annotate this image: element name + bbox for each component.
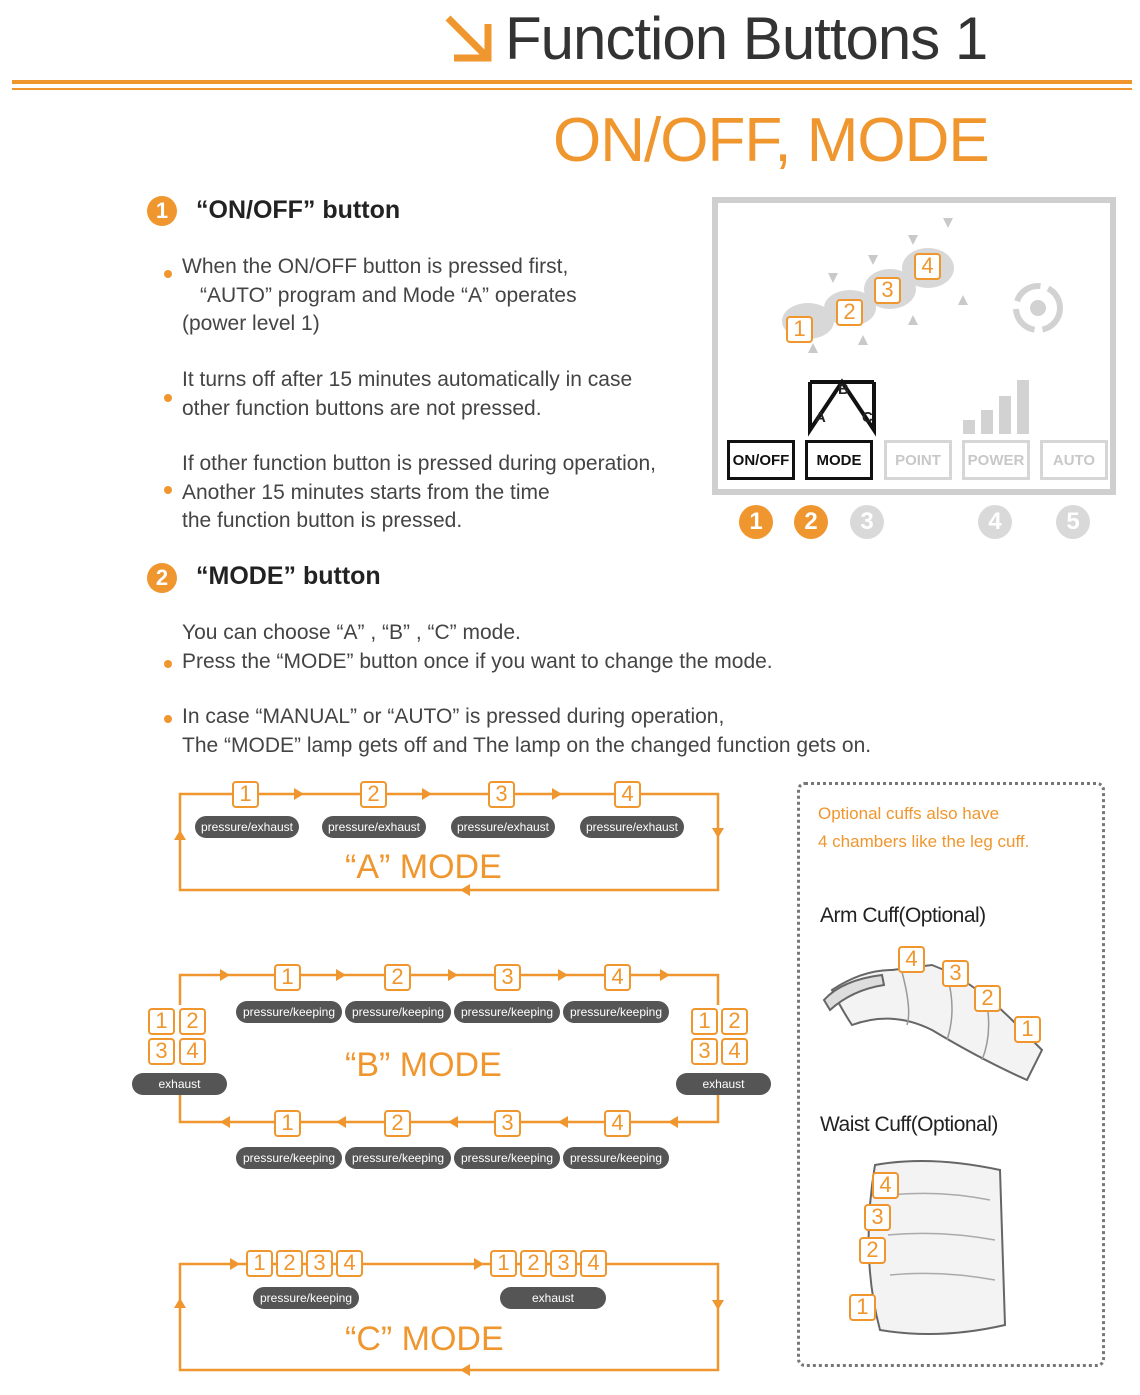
chamber-number: 1 — [849, 1294, 876, 1321]
step-number: 2 — [360, 781, 387, 808]
status-pill: pressure/exhaust — [322, 816, 426, 838]
step-number: 3 — [488, 781, 515, 808]
chamber-number: 3 — [874, 277, 901, 304]
section-number-1: 1 — [147, 196, 177, 226]
bullet — [164, 486, 172, 494]
status-pill: pressure/keeping — [345, 1001, 451, 1023]
panel-number-4: 4 — [978, 505, 1012, 539]
auto-button[interactable]: AUTO — [1040, 440, 1108, 480]
paragraph: It turns off after 15 minutes automatically in case other function buttons are not pressed. — [182, 368, 633, 420]
mode-c-label: “C” MODE — [345, 1320, 504, 1358]
chamber-number: 4 — [914, 253, 941, 280]
auto-rotate-icon — [1008, 278, 1068, 338]
step-number: 4 — [336, 1250, 363, 1277]
step-number: 4 — [614, 781, 641, 808]
step-number: 4 — [604, 964, 631, 991]
step-number: 3 — [494, 964, 521, 991]
chamber-number: 4 — [898, 946, 925, 973]
status-pill: pressure/exhaust — [580, 816, 684, 838]
status-pill: pressure/keeping — [236, 1001, 342, 1023]
step-number: 1 — [274, 1110, 301, 1137]
divider — [12, 88, 1132, 90]
status-pill: pressure/exhaust — [451, 816, 555, 838]
step-number: 1 — [246, 1250, 273, 1277]
panel-number-2: 2 — [794, 505, 828, 539]
step-number: 2 — [384, 964, 411, 991]
chamber-number: 4 — [872, 1172, 899, 1199]
step-number: 3 — [550, 1250, 577, 1277]
mode-a-label: “A” MODE — [345, 848, 502, 886]
power-button[interactable]: POWER — [962, 440, 1030, 480]
onoff-button[interactable]: ON/OFF — [727, 440, 795, 480]
step-number: 3 — [494, 1110, 521, 1137]
step-number: 2 — [276, 1250, 303, 1277]
section-heading-mode: “MODE” button — [196, 562, 381, 590]
mode-letter: C — [862, 409, 873, 426]
panel-number-5: 5 — [1056, 505, 1090, 539]
step-number: 1 — [274, 964, 301, 991]
step-number: 4 — [604, 1110, 631, 1137]
chamber-number: 4 — [721, 1038, 748, 1065]
mode-b-label: “B” MODE — [345, 1046, 502, 1084]
control-panel — [712, 197, 1116, 495]
step-number: 1 — [232, 781, 259, 808]
point-button[interactable]: POINT — [884, 440, 952, 480]
paragraph: You can choose “A” , “B” , “C” mode. Press the “MODE” button once if you want to change the mode. — [182, 621, 773, 673]
chamber-number: 2 — [179, 1008, 206, 1035]
bullet — [164, 270, 172, 278]
chamber-number: 3 — [864, 1204, 891, 1231]
status-pill: pressure/exhaust — [195, 816, 299, 838]
chamber-number: 4 — [179, 1038, 206, 1065]
chamber-number: 1 — [786, 316, 813, 343]
chamber-number: 1 — [148, 1008, 175, 1035]
step-number: 1 — [490, 1250, 517, 1277]
power-level-icon — [961, 378, 1033, 434]
page-subtitle: ON/OFF, MODE — [553, 106, 989, 175]
arrow-down-right-icon — [440, 10, 500, 70]
exhaust-pill: exhaust — [132, 1073, 227, 1095]
chamber-number: 2 — [974, 985, 1001, 1012]
chamber-number: 3 — [148, 1038, 175, 1065]
status-pill: pressure/keeping — [563, 1001, 669, 1023]
chamber-number: 1 — [1014, 1016, 1041, 1043]
chamber-number: 3 — [942, 960, 969, 987]
chamber-number: 1 — [691, 1008, 718, 1035]
step-number: 3 — [306, 1250, 333, 1277]
paragraph: In case “MANUAL” or “AUTO” is pressed during operation, The “MODE” lamp gets off and The lamp on the changed function gets on. — [182, 705, 872, 757]
status-pill: pressure/keeping — [454, 1001, 560, 1023]
paragraph: If other function button is pressed during operation, Another 15 minutes starts from the time the function button is pressed. — [182, 452, 656, 532]
step-number: 2 — [384, 1110, 411, 1137]
status-pill: pressure/keeping — [454, 1147, 560, 1169]
paragraph: When the ON/OFF button is pressed first, “AUTO” program and Mode “A” operates (power level 1) — [182, 255, 577, 335]
bullet — [164, 660, 172, 668]
exhaust-pill: exhaust — [500, 1287, 606, 1309]
divider — [12, 80, 1132, 84]
step-number: 2 — [520, 1250, 547, 1277]
mode-button[interactable]: MODE — [805, 440, 873, 480]
mode-letter: A — [815, 409, 826, 426]
step-number: 4 — [580, 1250, 607, 1277]
status-pill: pressure/keeping — [563, 1147, 669, 1169]
chamber-number: 2 — [859, 1237, 886, 1264]
mode-letter: B — [838, 381, 849, 398]
panel-number-3: 3 — [850, 505, 884, 539]
bullet — [164, 394, 172, 402]
section-heading-onoff: “ON/OFF” button — [196, 196, 401, 224]
chamber-number: 2 — [836, 299, 863, 326]
optional-note: Optional cuffs also have 4 chambers like the leg cuff. — [818, 804, 1030, 851]
panel-number-1: 1 — [739, 505, 773, 539]
section-number-2: 2 — [147, 563, 177, 593]
status-pill: pressure/keeping — [253, 1287, 359, 1309]
arm-cuff-title: Arm Cuff(Optional) — [820, 904, 986, 927]
page-title: Function Buttons 1 — [505, 5, 988, 72]
bullet — [164, 715, 172, 723]
waist-cuff-title: Waist Cuff(Optional) — [820, 1113, 998, 1136]
chamber-number: 2 — [721, 1008, 748, 1035]
status-pill: pressure/keeping — [345, 1147, 451, 1169]
status-pill: pressure/keeping — [236, 1147, 342, 1169]
exhaust-pill: exhaust — [676, 1073, 771, 1095]
chamber-number: 3 — [691, 1038, 718, 1065]
